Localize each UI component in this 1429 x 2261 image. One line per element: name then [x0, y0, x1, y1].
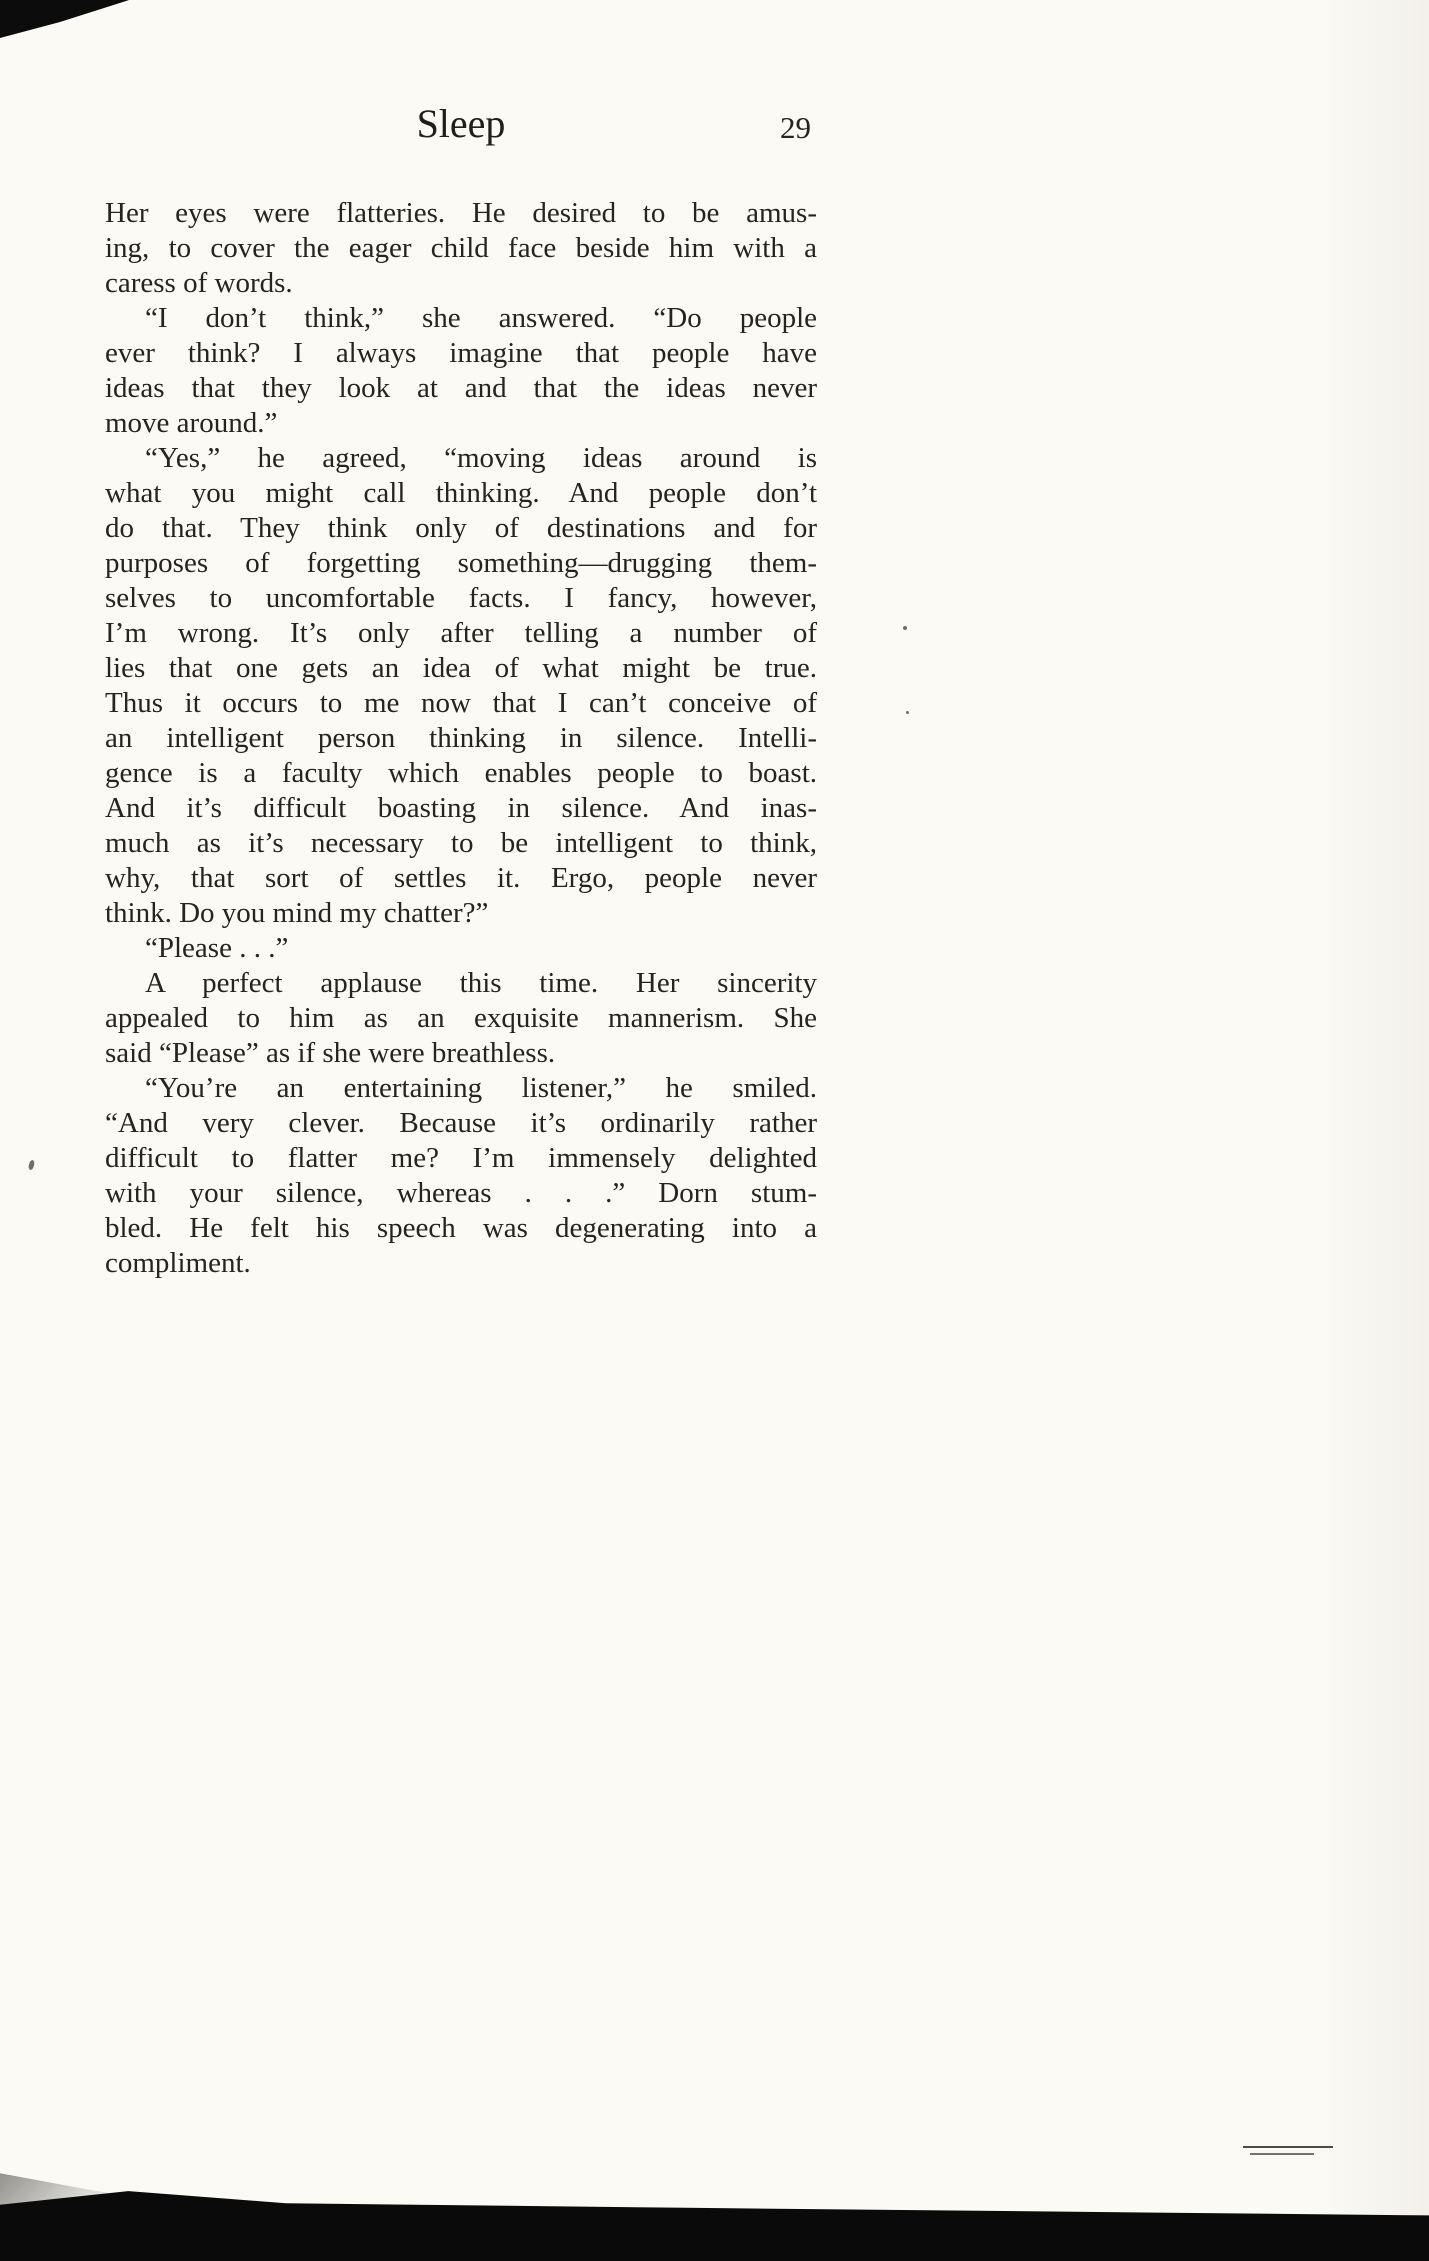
text-line: selves to uncomfortable facts. I fancy, however, [105, 582, 817, 614]
text-line: “And very clever. Because it’s ordinarily rather [105, 1107, 817, 1139]
paragraph [105, 196, 817, 301]
text-line: Thus it occurs to me now that I can’t conceive of [105, 687, 817, 719]
text-line: Her eyes were flatteries. He desired to be amus- [105, 197, 817, 229]
scan-speck [906, 711, 909, 714]
text-line: think. Do you mind my chatter?” [105, 897, 489, 929]
scan-speck [903, 626, 907, 630]
text-line: compliment. [105, 1247, 251, 1279]
text-line: an intelligent person thinking in silence. Intelli- [105, 722, 817, 754]
text-line: I’m wrong. It’s only after telling a number of [105, 617, 817, 649]
page-title: Sleep [416, 101, 506, 146]
paragraph [105, 966, 817, 1071]
scan-artifact-bottom-bar [0, 2185, 1429, 2261]
text-line: difficult to flatter me? I’m immensely delighted [105, 1142, 817, 1174]
text-line: why, that sort of settles it. Ergo, people never [105, 862, 817, 894]
text-line: said “Please” as if she were breathless. [105, 1037, 556, 1069]
text-line: A perfect applause this time. Her sincerity [145, 967, 817, 999]
page-number: 29 [780, 110, 811, 145]
text-line: “You’re an entertaining listener,” he smiled. [145, 1072, 817, 1104]
text-line: caress of words. [105, 267, 293, 299]
scan-speck [28, 1160, 35, 1171]
paragraph [105, 1071, 817, 1281]
running-header [105, 100, 817, 152]
text-line: “Yes,” he agreed, “moving ideas around is [145, 442, 817, 474]
page-content [105, 100, 817, 1281]
paragraph [105, 441, 817, 931]
paragraph [105, 931, 817, 966]
scan-mark-dash [1250, 2153, 1314, 2155]
text-line: ideas that they look at and that the ideas never [105, 372, 817, 404]
scan-artifact-top-left [0, 0, 150, 40]
text-line: move around.” [105, 407, 278, 439]
text-line: ever think? I always imagine that people have [105, 337, 817, 369]
text-line: what you might call thinking. And people don’t [105, 477, 817, 509]
text-line: do that. They think only of destinations and for [105, 512, 817, 544]
text-line: gence is a faculty which enables people to boast. [105, 757, 817, 789]
text-line: “Please . . .” [145, 932, 289, 964]
text-line: purposes of forgetting something—drugging them- [105, 547, 817, 579]
text-line: bled. He felt his speech was degenerating into a [105, 1212, 817, 1244]
text-line: much as it’s necessary to be intelligent to think, [105, 827, 817, 859]
text-line: lies that one gets an idea of what might be true. [105, 652, 817, 684]
text-line: appealed to him as an exquisite mannerism. She [105, 1002, 817, 1034]
text-line: “I don’t think,” she answered. “Do people [145, 302, 817, 334]
paragraph [105, 301, 817, 441]
text-line: with your silence, whereas . . .” Dorn stum- [105, 1177, 817, 1209]
text-line: And it’s difficult boasting in silence. And inas- [105, 792, 817, 824]
text-line: ing, to cover the eager child face beside him with a [105, 232, 817, 264]
body-text-block [105, 196, 817, 1281]
scan-mark-dash [1243, 2146, 1333, 2148]
